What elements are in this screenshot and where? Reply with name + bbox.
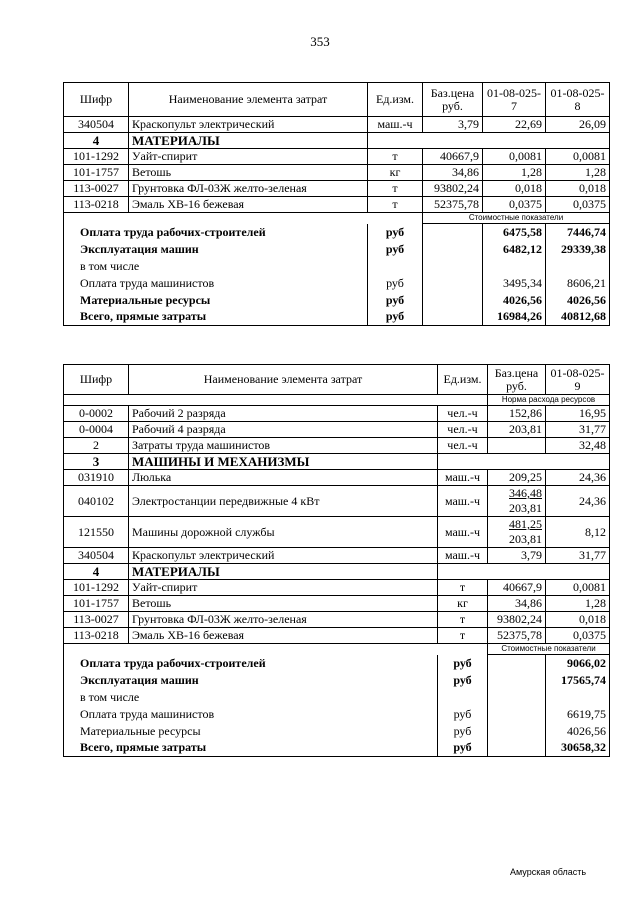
row-price: 52375,78 — [423, 197, 483, 213]
row-code: 340504 — [64, 117, 129, 133]
summary-value-1 — [546, 689, 610, 706]
row-value-2: 0,018 — [546, 181, 610, 197]
row-price: 34,86 — [423, 165, 483, 181]
table-row — [64, 517, 610, 548]
cost-header: Стоимостные показатели — [488, 644, 610, 655]
row-name: Уайт-спирит — [129, 149, 368, 165]
summary-value-2: 29339,38 — [546, 241, 610, 258]
row-unit: маш.-ч — [438, 548, 488, 564]
summary-unit: руб — [438, 655, 488, 672]
row-price-main: 481,25 — [509, 517, 542, 531]
row-code: 113-0218 — [64, 628, 129, 644]
row-code: 101-1292 — [64, 580, 129, 596]
table-row — [64, 486, 610, 517]
summary-unit: руб — [368, 241, 423, 258]
row-price: 40667,9 — [423, 149, 483, 165]
summary-label: Эксплуатация машин — [64, 672, 438, 689]
summary-row — [64, 706, 610, 723]
row-name: МАТЕРИАЛЫ — [129, 564, 438, 580]
row-price: 3,79 — [488, 548, 546, 564]
row-value-1: 24,36 — [546, 486, 610, 517]
table-row — [64, 548, 610, 564]
summary-row — [64, 241, 610, 258]
table-row — [64, 181, 610, 197]
table-row — [64, 612, 610, 628]
summary-row — [64, 224, 610, 241]
row-name: Рабочий 4 разряда — [129, 422, 438, 438]
table-row — [64, 422, 610, 438]
summary-label: в том числе — [64, 689, 438, 706]
row-name: Краскопульт электрический — [129, 117, 368, 133]
summary-price-empty — [488, 672, 546, 689]
cost-table-1 — [63, 82, 610, 326]
summary-price-empty — [488, 655, 546, 672]
summary-value-1: 3495,34 — [483, 275, 546, 292]
row-price-secondary: 203,81 — [509, 532, 542, 546]
summary-row — [64, 309, 610, 326]
header-unit: Ед.изм. — [438, 365, 488, 395]
summary-row — [64, 292, 610, 309]
section-row — [64, 133, 610, 149]
summary-price-empty — [423, 275, 483, 292]
table-row — [64, 580, 610, 596]
row-code: 101-1757 — [64, 165, 129, 181]
summary-value-1: 6619,75 — [546, 706, 610, 723]
summary-value-1: 6482,12 — [483, 241, 546, 258]
row-unit: маш.-ч — [368, 117, 423, 133]
row-value-1: 31,77 — [546, 548, 610, 564]
row-value-2: 0,0375 — [546, 197, 610, 213]
summary-row — [64, 258, 610, 275]
cost-header: Стоимостные показатели — [423, 213, 610, 224]
row-name: Уайт-спирит — [129, 580, 438, 596]
summary-value-1: 30658,32 — [546, 740, 610, 757]
row-value-1: 31,77 — [546, 422, 610, 438]
row-unit: т — [438, 628, 488, 644]
table-row — [64, 470, 610, 486]
row-code: 031910 — [64, 470, 129, 486]
row-name: Эмаль ХВ-16 бежевая — [129, 628, 438, 644]
row-unit: чел.-ч — [438, 422, 488, 438]
header-code: Шифр — [64, 83, 129, 117]
row-value-1: 0,018 — [483, 181, 546, 197]
summary-label: Оплата труда рабочих-строителей — [64, 655, 438, 672]
row-price: 152,86 — [488, 406, 546, 422]
row-value-2: 26,09 — [546, 117, 610, 133]
row-price-main: 346,48 — [509, 486, 542, 500]
row-unit: т — [438, 580, 488, 596]
summary-value-1: 17565,74 — [546, 672, 610, 689]
summary-unit: руб — [368, 309, 423, 326]
table-row — [64, 117, 610, 133]
table-row — [64, 165, 610, 181]
summary-price-empty — [423, 241, 483, 258]
summary-price-empty — [423, 258, 483, 275]
summary-unit — [438, 689, 488, 706]
row-unit: т — [368, 181, 423, 197]
summary-row — [64, 689, 610, 706]
cost-header-row — [64, 213, 610, 224]
summary-label: Всего, прямые затраты — [64, 740, 438, 757]
summary-unit: руб — [368, 292, 423, 309]
row-name: Грунтовка ФЛ-03Ж желто-зеленая — [129, 181, 368, 197]
summary-unit: руб — [438, 723, 488, 740]
row-value-1: 16,95 — [546, 406, 610, 422]
summary-price-empty — [423, 309, 483, 326]
row-unit: чел.-ч — [438, 438, 488, 454]
row-price: 52375,78 — [488, 628, 546, 644]
header-col1: 01-08-025-7 — [483, 83, 546, 117]
row-price: 203,81 — [488, 422, 546, 438]
row-name: МАШИНЫ И МЕХАНИЗМЫ — [129, 454, 438, 470]
summary-price-empty — [488, 706, 546, 723]
row-name: Грунтовка ФЛ-03Ж желто-зеленая — [129, 612, 438, 628]
summary-value-2: 7446,74 — [546, 224, 610, 241]
row-price: 34,86 — [488, 596, 546, 612]
row-name: Рабочий 2 разряда — [129, 406, 438, 422]
row-name: Машины дорожной службы — [129, 517, 438, 548]
summary-price-empty — [423, 292, 483, 309]
summary-value-1: 6475,58 — [483, 224, 546, 241]
row-price — [488, 517, 546, 548]
row-value-1: 0,0081 — [546, 580, 610, 596]
row-code: 113-0027 — [64, 181, 129, 197]
row-unit: т — [368, 149, 423, 165]
row-code: 101-1292 — [64, 149, 129, 165]
summary-label: Оплата труда рабочих-строителей — [64, 224, 368, 241]
summary-unit: руб — [368, 224, 423, 241]
summary-row — [64, 655, 610, 672]
row-unit: т — [368, 197, 423, 213]
row-price — [488, 486, 546, 517]
table-row — [64, 596, 610, 612]
row-name: Ветошь — [129, 165, 368, 181]
summary-row — [64, 672, 610, 689]
summary-value-1: 16984,26 — [483, 309, 546, 326]
summary-row — [64, 723, 610, 740]
row-unit: кг — [368, 165, 423, 181]
table-row — [64, 438, 610, 454]
summary-unit: руб — [438, 740, 488, 757]
row-code: 4 — [64, 564, 129, 580]
summary-price-empty — [488, 723, 546, 740]
row-unit: маш.-ч — [438, 517, 488, 548]
table-row — [64, 149, 610, 165]
summary-value-2: 4026,56 — [546, 292, 610, 309]
row-value-2: 0,0081 — [546, 149, 610, 165]
summary-label: Материальные ресурсы — [64, 723, 438, 740]
row-price: 93802,24 — [423, 181, 483, 197]
summary-unit: руб — [438, 672, 488, 689]
table-row — [64, 406, 610, 422]
row-empty — [438, 454, 610, 470]
row-name: МАТЕРИАЛЫ — [129, 133, 368, 149]
row-name: Затраты труда машинистов — [129, 438, 438, 454]
cost-header-blank — [64, 644, 488, 655]
row-unit: маш.-ч — [438, 470, 488, 486]
row-code: 3 — [64, 454, 129, 470]
header-code: Шифр — [64, 365, 129, 395]
cost-table-2 — [63, 364, 610, 757]
row-name: Эмаль ХВ-16 бежевая — [129, 197, 368, 213]
summary-label: в том числе — [64, 258, 368, 275]
row-price — [488, 438, 546, 454]
row-value-1: 32,48 — [546, 438, 610, 454]
row-unit: маш.-ч — [438, 486, 488, 517]
norm-header: Норма расхода ресурсов — [488, 395, 610, 406]
summary-value-1: 4026,56 — [483, 292, 546, 309]
row-price: 3,79 — [423, 117, 483, 133]
header-name: Наименование элемента затрат — [129, 83, 368, 117]
row-code: 2 — [64, 438, 129, 454]
row-name: Электростанции передвижные 4 кВт — [129, 486, 438, 517]
row-value-1: 1,28 — [546, 596, 610, 612]
summary-price-empty — [488, 689, 546, 706]
cost-header-row — [64, 644, 610, 655]
summary-value-1 — [483, 258, 546, 275]
header-name: Наименование элемента затрат — [129, 365, 438, 395]
row-code: 340504 — [64, 548, 129, 564]
header-col2: 01-08-025-8 — [546, 83, 610, 117]
summary-row — [64, 275, 610, 292]
row-code: 101-1757 — [64, 596, 129, 612]
summary-label: Оплата труда машинистов — [64, 275, 368, 292]
cost-header-blank — [64, 213, 423, 224]
header-price: Баз.цена руб. — [488, 365, 546, 395]
summary-value-2: 8606,21 — [546, 275, 610, 292]
row-code: 040102 — [64, 486, 129, 517]
header-col1: 01-08-025-9 — [546, 365, 610, 395]
row-value-1: 22,69 — [483, 117, 546, 133]
summary-label: Материальные ресурсы — [64, 292, 368, 309]
table-row — [64, 628, 610, 644]
row-price: 40667,9 — [488, 580, 546, 596]
summary-value-1: 4026,56 — [546, 723, 610, 740]
table-row — [64, 197, 610, 213]
row-code: 4 — [64, 133, 129, 149]
row-value-1: 0,0081 — [483, 149, 546, 165]
summary-value-1: 9066,02 — [546, 655, 610, 672]
summary-price-empty — [488, 740, 546, 757]
row-name: Ветошь — [129, 596, 438, 612]
summary-price-empty — [423, 224, 483, 241]
section-row — [64, 454, 610, 470]
summary-value-2 — [546, 258, 610, 275]
row-unit: кг — [438, 596, 488, 612]
row-empty — [368, 133, 610, 149]
summary-label: Всего, прямые затраты — [64, 309, 368, 326]
summary-row — [64, 740, 610, 757]
row-empty — [438, 564, 610, 580]
row-code: 0-0004 — [64, 422, 129, 438]
row-value-1: 0,0375 — [483, 197, 546, 213]
row-unit: т — [438, 612, 488, 628]
summary-label: Оплата труда машинистов — [64, 706, 438, 723]
footer-region: Амурская область — [510, 867, 587, 877]
row-value-1: 8,12 — [546, 517, 610, 548]
row-code: 0-0002 — [64, 406, 129, 422]
row-code: 113-0218 — [64, 197, 129, 213]
header-price: Баз.цена руб. — [423, 83, 483, 117]
row-value-1: 0,0375 — [546, 628, 610, 644]
summary-label: Эксплуатация машин — [64, 241, 368, 258]
row-value-1: 1,28 — [483, 165, 546, 181]
header-unit: Ед.изм. — [368, 83, 423, 117]
row-unit: чел.-ч — [438, 406, 488, 422]
row-value-2: 1,28 — [546, 165, 610, 181]
row-name: Краскопульт электрический — [129, 548, 438, 564]
row-name: Люлька — [129, 470, 438, 486]
summary-unit — [368, 258, 423, 275]
row-code: 113-0027 — [64, 612, 129, 628]
row-value-1: 24,36 — [546, 470, 610, 486]
row-price: 209,25 — [488, 470, 546, 486]
row-price-secondary: 203,81 — [509, 501, 542, 515]
summary-unit: руб — [368, 275, 423, 292]
row-value-1: 0,018 — [546, 612, 610, 628]
summary-value-2: 40812,68 — [546, 309, 610, 326]
row-code: 121550 — [64, 517, 129, 548]
row-price: 93802,24 — [488, 612, 546, 628]
page-number: 353 — [310, 34, 330, 49]
summary-unit: руб — [438, 706, 488, 723]
section-row — [64, 564, 610, 580]
